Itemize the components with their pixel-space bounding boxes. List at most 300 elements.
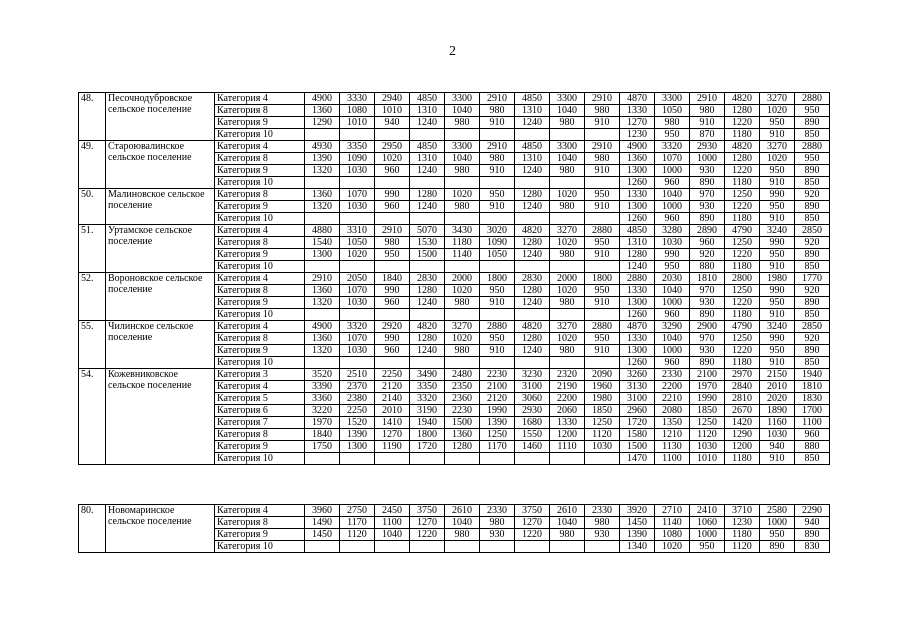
value-cell [410,541,445,553]
value-cell: 2120 [480,393,515,405]
value-cell: 3320 [655,141,690,153]
value-cell: 1230 [620,129,655,141]
value-cell [515,541,550,553]
value-cell: 2330 [480,505,515,517]
tariff-table-secondary [78,504,830,553]
value-cell: 2880 [585,321,620,333]
value-cell: 1030 [340,201,375,213]
category-cell: Категория 4 [215,141,305,153]
value-cell: 1200 [550,429,585,441]
value-cell: 1030 [340,345,375,357]
value-cell: 890 [690,309,725,321]
value-cell: 990 [375,333,410,345]
category-cell: Категория 10 [215,261,305,273]
value-cell: 1500 [445,417,480,429]
value-cell: 1120 [725,541,760,553]
value-cell [340,309,375,321]
value-cell: 1320 [305,165,340,177]
value-cell: 1240 [515,297,550,309]
value-cell [410,177,445,189]
value-cell: 920 [690,249,725,261]
value-cell: 1020 [340,249,375,261]
category-cell: Категория 8 [215,237,305,249]
value-cell: 1000 [690,153,725,165]
value-cell: 1240 [515,345,550,357]
value-cell: 910 [480,345,515,357]
value-cell: 3350 [340,141,375,153]
value-cell: 930 [690,201,725,213]
value-cell: 4850 [410,93,445,105]
value-cell: 2910 [585,93,620,105]
value-cell [410,213,445,225]
value-cell: 1270 [410,517,445,529]
value-cell: 2800 [725,273,760,285]
value-cell: 890 [795,249,830,261]
category-cell: Категория 7 [215,417,305,429]
value-cell [585,261,620,273]
value-cell: 910 [760,357,795,369]
value-cell: 1850 [690,405,725,417]
value-cell: 920 [795,285,830,297]
value-cell: 950 [760,529,795,541]
value-cell [340,357,375,369]
value-cell: 3130 [620,381,655,393]
value-cell: 1800 [585,273,620,285]
value-cell: 880 [795,441,830,453]
value-cell: 1040 [445,153,480,165]
value-cell: 2140 [375,393,410,405]
value-cell [585,177,620,189]
value-cell: 1840 [375,273,410,285]
value-cell: 4900 [305,321,340,333]
value-cell: 1390 [480,417,515,429]
category-cell: Категория 10 [215,541,305,553]
category-cell: Категория 10 [215,309,305,321]
value-cell: 970 [690,189,725,201]
value-cell: 950 [760,297,795,309]
value-cell: 1290 [305,117,340,129]
category-cell: Категория 8 [215,189,305,201]
value-cell [515,129,550,141]
value-cell: 2830 [410,273,445,285]
value-cell: 950 [480,189,515,201]
value-cell: 1330 [620,105,655,117]
value-cell: 1890 [760,405,795,417]
value-cell: 2610 [550,505,585,517]
value-cell: 1220 [725,249,760,261]
value-cell: 980 [585,105,620,117]
value-cell: 2020 [760,393,795,405]
value-cell [305,177,340,189]
value-cell: 2150 [760,369,795,381]
value-cell [445,213,480,225]
value-cell: 3330 [340,93,375,105]
value-cell: 1280 [515,237,550,249]
settlement-name: Вороновское сельское поселение [106,273,215,321]
value-cell: 1120 [585,429,620,441]
settlement-name: Кожевниковское сельское поселение [106,369,215,465]
value-cell [305,129,340,141]
value-cell: 1520 [340,417,375,429]
value-cell: 1700 [795,405,830,417]
value-cell: 3190 [410,405,445,417]
tariff-table-main [78,92,830,465]
value-cell: 1100 [795,417,830,429]
category-cell: Категория 8 [215,333,305,345]
value-cell: 1770 [795,273,830,285]
value-cell: 980 [480,153,515,165]
value-cell [305,453,340,465]
value-cell: 890 [690,357,725,369]
value-cell [340,261,375,273]
value-cell: 1390 [620,529,655,541]
value-cell: 1390 [305,153,340,165]
value-cell: 3270 [760,93,795,105]
settlement-number: 49. [79,141,106,189]
value-cell: 3300 [550,141,585,153]
value-cell: 960 [375,201,410,213]
value-cell: 1100 [655,453,690,465]
value-cell: 1110 [550,441,585,453]
value-cell: 1350 [655,417,690,429]
value-cell: 1240 [410,117,445,129]
value-cell [410,261,445,273]
value-cell: 1020 [550,333,585,345]
value-cell: 3750 [410,505,445,517]
value-cell: 1140 [655,517,690,529]
value-cell: 1000 [690,529,725,541]
value-cell: 1050 [480,249,515,261]
value-cell: 890 [690,177,725,189]
value-cell: 4820 [725,93,760,105]
value-cell: 910 [480,117,515,129]
value-cell [515,453,550,465]
value-cell: 950 [585,189,620,201]
value-cell: 1180 [725,453,760,465]
value-cell: 1160 [760,417,795,429]
value-cell: 950 [585,237,620,249]
value-cell: 1330 [550,417,585,429]
value-cell: 920 [795,189,830,201]
value-cell: 1040 [655,285,690,297]
value-cell: 910 [585,297,620,309]
value-cell [445,453,480,465]
value-cell: 4930 [305,141,340,153]
value-cell: 950 [760,117,795,129]
value-cell: 1360 [305,105,340,117]
value-cell: 2100 [480,381,515,393]
value-cell: 3220 [305,405,340,417]
value-cell: 930 [690,297,725,309]
category-cell: Категория 9 [215,249,305,261]
category-cell: Категория 10 [215,129,305,141]
value-cell: 1240 [410,201,445,213]
value-cell: 1030 [760,429,795,441]
value-cell: 1040 [550,517,585,529]
value-cell [305,357,340,369]
value-cell [305,213,340,225]
value-cell: 1260 [620,357,655,369]
value-cell: 950 [760,249,795,261]
value-cell: 1030 [340,297,375,309]
value-cell: 2000 [445,273,480,285]
value-cell: 2880 [585,225,620,237]
value-cell: 2900 [690,321,725,333]
value-cell: 850 [795,357,830,369]
value-cell: 990 [760,237,795,249]
value-cell: 1280 [410,189,445,201]
category-cell: Категория 10 [215,213,305,225]
value-cell: 1180 [725,529,760,541]
value-cell: 3240 [760,225,795,237]
value-cell [550,177,585,189]
value-cell: 4850 [515,93,550,105]
value-cell: 1010 [340,117,375,129]
value-cell: 910 [585,165,620,177]
settlement-name: Песочнодубровское сельское поселение [106,93,215,141]
value-cell: 1240 [410,345,445,357]
value-cell: 980 [445,297,480,309]
value-cell: 2960 [620,405,655,417]
value-cell: 3270 [550,225,585,237]
value-cell: 3230 [515,369,550,381]
value-cell: 3750 [515,505,550,517]
value-cell: 2250 [340,405,375,417]
value-cell: 1550 [515,429,550,441]
category-cell: Категория 9 [215,345,305,357]
value-cell [375,261,410,273]
value-cell: 1040 [375,529,410,541]
value-cell [480,357,515,369]
value-cell: 910 [760,261,795,273]
value-cell: 1970 [305,417,340,429]
value-cell: 4820 [725,141,760,153]
value-cell: 2290 [795,505,830,517]
category-cell: Категория 9 [215,441,305,453]
value-cell: 2880 [795,141,830,153]
value-cell: 980 [655,117,690,129]
value-cell: 1310 [515,153,550,165]
value-cell: 1980 [760,273,795,285]
value-cell [480,261,515,273]
value-cell: 960 [690,237,725,249]
value-cell [515,261,550,273]
value-cell [340,129,375,141]
value-cell: 2030 [655,273,690,285]
category-cell: Категория 4 [215,321,305,333]
value-cell: 850 [795,453,830,465]
value-cell: 1240 [515,201,550,213]
value-cell: 1330 [620,189,655,201]
value-cell: 910 [585,117,620,129]
value-cell: 1300 [620,297,655,309]
value-cell: 1300 [620,201,655,213]
value-cell [410,453,445,465]
value-cell: 1270 [375,429,410,441]
value-cell [375,129,410,141]
value-cell: 2850 [795,321,830,333]
table-row [79,225,830,237]
value-cell: 1360 [445,429,480,441]
settlement-number: 51. [79,225,106,273]
value-cell: 1260 [620,177,655,189]
value-cell: 1020 [760,105,795,117]
category-cell: Категория 9 [215,117,305,129]
value-cell: 1170 [480,441,515,453]
category-cell: Категория 8 [215,429,305,441]
value-cell: 1360 [305,189,340,201]
value-cell: 2910 [690,93,725,105]
value-cell: 1980 [585,393,620,405]
value-cell: 2880 [480,321,515,333]
value-cell: 2230 [480,369,515,381]
value-cell: 1120 [690,429,725,441]
value-cell [585,541,620,553]
value-cell: 1310 [410,105,445,117]
value-cell: 1450 [305,529,340,541]
value-cell [375,357,410,369]
value-cell: 2450 [375,505,410,517]
value-cell: 940 [760,441,795,453]
value-cell: 980 [445,165,480,177]
value-cell: 4850 [620,225,655,237]
value-cell: 1040 [445,105,480,117]
value-cell: 1250 [725,333,760,345]
value-cell: 3300 [445,93,480,105]
value-cell: 910 [760,213,795,225]
value-cell: 980 [690,105,725,117]
settlement-number: 52. [79,273,106,321]
category-cell: Категория 4 [215,273,305,285]
value-cell: 2250 [375,369,410,381]
value-cell [585,357,620,369]
value-cell: 1250 [725,237,760,249]
category-cell: Категория 10 [215,177,305,189]
value-cell: 2060 [550,405,585,417]
value-cell: 890 [795,529,830,541]
value-cell: 2120 [375,381,410,393]
value-cell: 1010 [375,105,410,117]
value-cell: 1290 [725,429,760,441]
value-cell [480,213,515,225]
value-cell [410,309,445,321]
value-cell [305,309,340,321]
value-cell [445,261,480,273]
value-cell: 1990 [480,405,515,417]
value-cell: 1000 [655,345,690,357]
value-cell: 2510 [340,369,375,381]
value-cell: 3270 [760,141,795,153]
value-cell [585,309,620,321]
value-cell: 1130 [655,441,690,453]
value-cell: 1040 [550,105,585,117]
value-cell: 1030 [340,165,375,177]
value-cell: 1250 [725,189,760,201]
value-cell: 1540 [305,237,340,249]
category-cell: Категория 8 [215,285,305,297]
value-cell: 3310 [340,225,375,237]
value-cell: 1220 [725,165,760,177]
value-cell: 2380 [340,393,375,405]
value-cell: 1250 [690,417,725,429]
value-cell: 2010 [375,405,410,417]
table-row [79,505,830,517]
value-cell: 970 [690,333,725,345]
value-cell [375,453,410,465]
value-cell: 1070 [340,285,375,297]
value-cell: 1830 [795,393,830,405]
value-cell: 1020 [760,153,795,165]
value-cell: 830 [795,541,830,553]
value-cell: 2670 [725,405,760,417]
value-cell: 1220 [725,117,760,129]
category-cell: Категория 8 [215,153,305,165]
value-cell: 3430 [445,225,480,237]
value-cell: 4900 [620,141,655,153]
value-cell: 2880 [795,93,830,105]
value-cell: 1250 [585,417,620,429]
value-cell: 1280 [410,333,445,345]
table-row [79,321,830,333]
value-cell [305,261,340,273]
value-cell: 3520 [305,369,340,381]
value-cell [445,129,480,141]
value-cell: 1300 [305,249,340,261]
value-cell: 980 [585,153,620,165]
value-cell: 1000 [655,297,690,309]
value-cell: 990 [760,333,795,345]
category-cell: Категория 4 [215,505,305,517]
value-cell: 3300 [655,93,690,105]
value-cell: 910 [585,249,620,261]
value-cell: 3920 [620,505,655,517]
value-cell: 2970 [725,369,760,381]
value-cell: 1040 [445,517,480,529]
value-cell: 1090 [340,153,375,165]
value-cell: 1530 [410,237,445,249]
value-cell: 910 [480,297,515,309]
value-cell: 1390 [340,429,375,441]
value-cell: 4870 [620,93,655,105]
value-cell: 3960 [305,505,340,517]
category-cell: Категория 9 [215,529,305,541]
value-cell: 1850 [585,405,620,417]
value-cell: 1250 [725,285,760,297]
value-cell: 1210 [655,429,690,441]
value-cell: 990 [375,189,410,201]
table-row [79,141,830,153]
value-cell: 980 [550,297,585,309]
value-cell: 890 [795,165,830,177]
value-cell [480,541,515,553]
value-cell: 1180 [725,177,760,189]
value-cell: 980 [445,529,480,541]
value-cell: 3260 [620,369,655,381]
value-cell: 1010 [690,453,725,465]
settlement-name: Малиновское сельское поселение [106,189,215,225]
value-cell: 1220 [515,529,550,541]
settlement-name: Староювалинское сельское поселение [106,141,215,189]
value-cell: 1310 [620,237,655,249]
value-cell [340,541,375,553]
value-cell: 920 [795,237,830,249]
value-cell: 2200 [655,381,690,393]
value-cell: 1040 [655,189,690,201]
value-cell: 1280 [620,249,655,261]
category-cell: Категория 10 [215,357,305,369]
value-cell: 3350 [410,381,445,393]
value-cell: 1360 [305,333,340,345]
